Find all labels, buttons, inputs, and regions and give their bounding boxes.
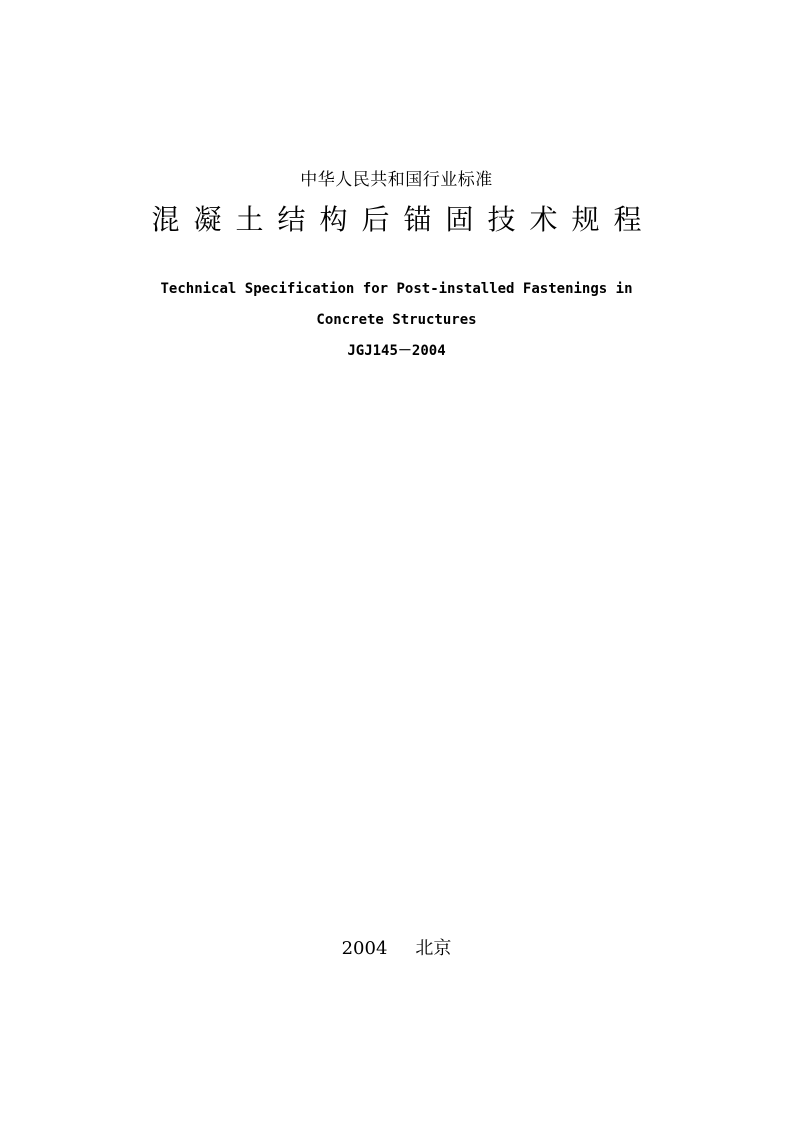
publication-footer <box>0 937 793 961</box>
publication-year: 2004 <box>341 938 388 959</box>
standard-code: JGJ145－2004 <box>347 343 446 359</box>
publication-place: 北京 <box>415 938 452 959</box>
issuer-heading: 中华人民共和国行业标准 <box>300 170 493 190</box>
english-title-line-1: Technical Specification for Post-installed Fastenings in <box>160 281 633 297</box>
chinese-title: 混凝土结构后锚固技术规程 <box>151 203 656 236</box>
english-title-line-2: Concrete Structures <box>316 312 477 328</box>
